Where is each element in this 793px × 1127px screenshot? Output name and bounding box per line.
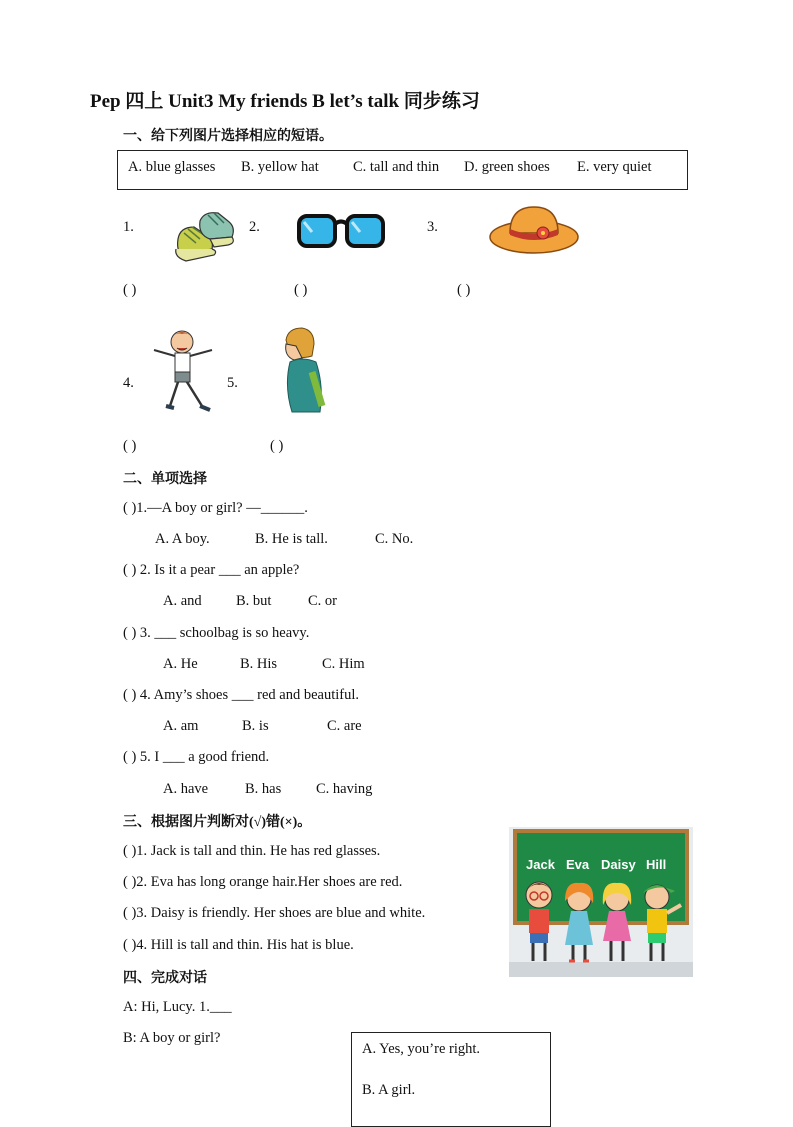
board-name-eva: Eva xyxy=(566,857,590,872)
picture-number-2: 2. xyxy=(249,219,260,235)
option-e: E. very quiet xyxy=(577,159,652,175)
mc-question-3: ( ) 3. ___ schoolbag is so heavy. xyxy=(123,625,310,641)
mc-q5-choice-a: A. have xyxy=(163,781,209,797)
answer-blank-1[interactable]: ( ) xyxy=(123,282,137,298)
judge-item-4: ( )4. Hill is tall and thin. His hat is blue. xyxy=(123,937,354,953)
answer-blank-3[interactable]: ( ) xyxy=(457,282,471,298)
mc-q4-choice-c: C. are xyxy=(327,718,362,734)
mc-q1-choice-c: C. No. xyxy=(375,531,414,547)
dialogue-line-1: A: Hi, Lucy. 1.___ xyxy=(123,999,232,1015)
mc-question-5: ( ) 5. I ___ a good friend. xyxy=(123,749,270,765)
option-a: A. blue glasses xyxy=(128,159,216,175)
mc-q2-choice-c: C. or xyxy=(308,593,337,609)
green-shoes-picture xyxy=(170,205,240,269)
dialogue-option-b: B. A girl. xyxy=(362,1082,416,1098)
option-b: B. yellow hat xyxy=(241,159,319,175)
judge-item-2: ( )2. Eva has long orange hair.Her shoes are red. xyxy=(123,874,403,890)
section-4-heading: 四、完成对话 xyxy=(123,971,207,986)
mc-question-2: ( ) 2. Is it a pear ___ an apple? xyxy=(123,562,300,578)
board-name-daisy: Daisy xyxy=(601,857,636,872)
quiet-boy-picture xyxy=(272,326,328,414)
mc-q5-choice-b: B. has xyxy=(245,781,282,797)
mc-q5-choice-c: C. having xyxy=(316,781,373,797)
mc-q3-choice-c: C. Him xyxy=(322,656,365,672)
page-title: Pep 四上 Unit3 My friends B let’s talk 同步练习 xyxy=(90,91,480,112)
yellow-hat-picture xyxy=(488,203,580,258)
mc-q3-choice-b: B. His xyxy=(240,656,278,672)
mc-question-1: ( )1.—A boy or girl? —______. xyxy=(123,500,308,516)
answer-blank-5[interactable]: ( ) xyxy=(270,438,284,454)
picture-number-3: 3. xyxy=(427,219,438,235)
option-c: C. tall and thin xyxy=(353,159,440,175)
mc-q2-choice-b: B. but xyxy=(236,593,272,609)
section-1-heading: 一、给下列图片选择相应的短语。 xyxy=(123,129,333,144)
dialogue-option-a: A. Yes, you’re right. xyxy=(362,1041,481,1057)
section-3-heading: 三、根据图片判断对(√)错(×)。 xyxy=(123,815,312,830)
mc-q1-choice-a: A. A boy. xyxy=(155,531,210,547)
section-2-heading: 二、单项选择 xyxy=(123,472,207,487)
mc-question-4: ( ) 4. Amy’s shoes ___ red and beautiful. xyxy=(123,687,359,703)
kids-blackboard-picture xyxy=(509,827,693,977)
judge-item-3: ( )3. Daisy is friendly. Her shoes are blue and white. xyxy=(123,905,426,921)
judge-item-1: ( )1. Jack is tall and thin. He has red glasses. xyxy=(123,843,381,859)
answer-blank-4[interactable]: ( ) xyxy=(123,438,137,454)
board-name-jack: Jack xyxy=(526,857,555,872)
tall-thin-boy-picture xyxy=(148,326,218,414)
mc-q2-choice-a: A. and xyxy=(163,593,202,609)
board-name-hill: Hill xyxy=(646,857,667,872)
picture-number-5: 5. xyxy=(227,375,238,391)
option-d: D. green shoes xyxy=(464,159,550,175)
mc-q4-choice-a: A. am xyxy=(163,718,199,734)
answer-blank-2[interactable]: ( ) xyxy=(294,282,308,298)
picture-number-1: 1. xyxy=(123,219,134,235)
mc-q1-choice-b: B. He is tall. xyxy=(255,531,328,547)
mc-q3-choice-a: A. He xyxy=(163,656,198,672)
blue-glasses-picture xyxy=(296,212,386,252)
picture-number-4: 4. xyxy=(123,375,134,391)
mc-q4-choice-b: B. is xyxy=(242,718,269,734)
dialogue-line-2: B: A boy or girl? xyxy=(123,1030,221,1046)
